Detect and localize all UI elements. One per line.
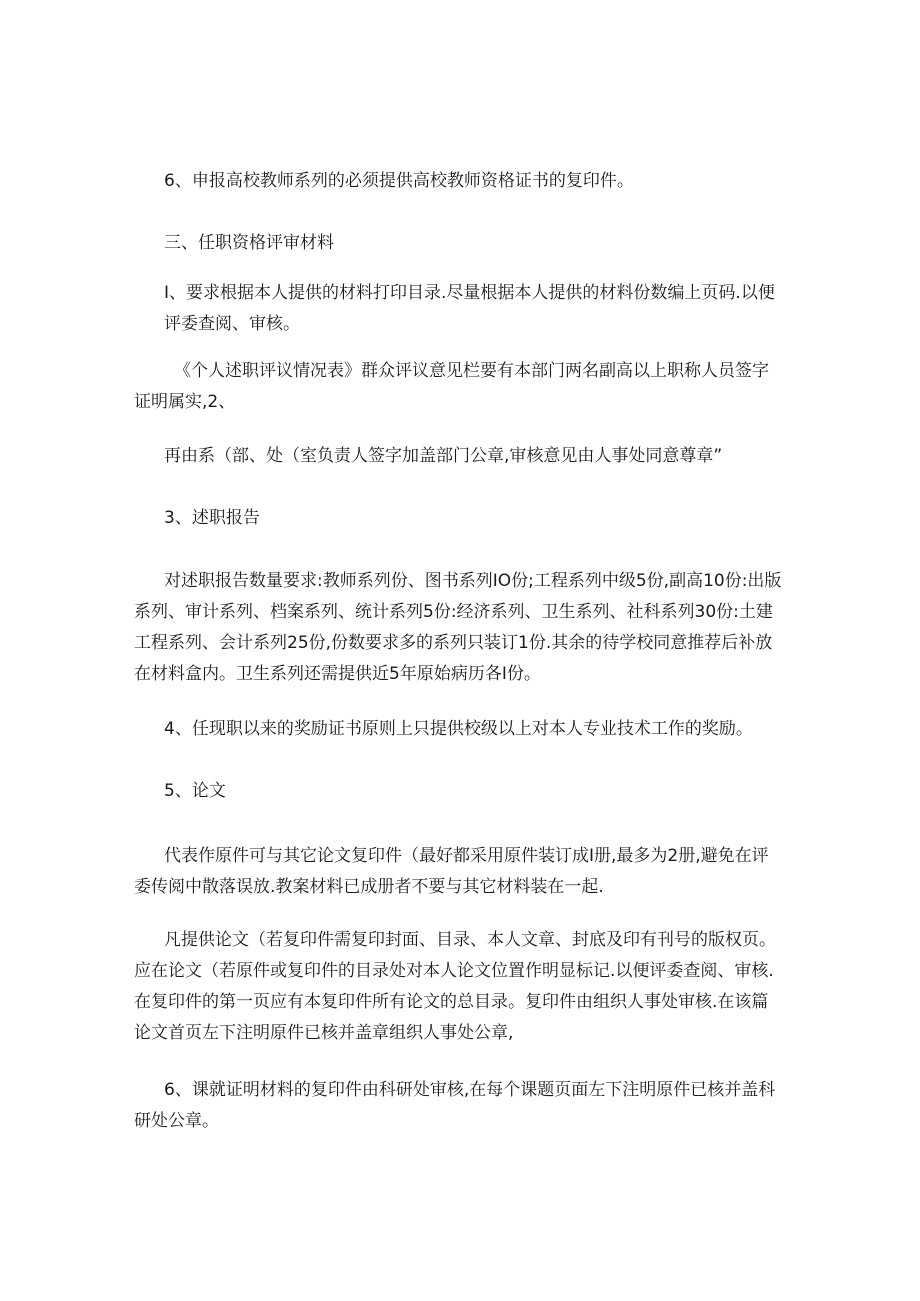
paragraph-item-6-research: 6、课就证明材料的复印件由科研处审核,在每个课题页面左下注明原件已核并盖科研处公章。 — [134, 1080, 776, 1131]
paragraph-item-3-report: 3、述职报告 — [164, 508, 260, 528]
paragraph-report-quantity: 对述职报告数量要求:教师系列份、图书系列IO份;工程系列中级5份,副高10份:出版系列、审计系列、档案系列、统计系列5份:经济系列、卫生系列、社科系列30份:土建工程系列、会计系列25份,份数要求多的系列只装订1份.其余的待学校同意推荐后补放在材料盒内。卫生系列还需提供近5年原始病历各I份。 — [134, 571, 782, 684]
paragraph-representative-works: 代表作原件可与其它论文复印件（最好都采用原件装订成I册,最多为2册,避免在评委传阅中散落误放.教案材料已成册者不要与其它材料装在一起. — [134, 846, 769, 897]
paragraph-department-seal: 再由系（部、处（室负责人签字加盖部门公章,审核意见由人事处同意尊章” — [164, 446, 723, 466]
paragraph-evaluation-form: 《个人述职评议情况表》群众评议意见栏要有本部门两名副高以上职称人员签字证明属实,2、 — [134, 361, 769, 412]
paragraph-item-5-papers: 5、论文 — [164, 781, 226, 801]
section-heading-3: 三、任职资格评审材料 — [164, 233, 334, 253]
paragraph-item-4-awards: 4、任现职以来的奖励证书原则上只提供校级以上对本人专业技术工作的奖励。 — [164, 719, 753, 739]
paragraph-item-1-catalog: I、要求根据本人提供的材料打印目录.尽量根据本人提供的材料份数编上页码.以便评委查阅、审核。 — [164, 283, 775, 334]
paragraph-paper-copies: 凡提供论文（若复印件需复印封面、目录、本人文章、封底及印有刊号的版权页。应在论文（若原件或复印件的目录处对本人论文位置作明显标记.以便评委查阅、审核.在复印件的第一页应有本复印件所有论文的总目录。复印件由组织人事处审核.在该篇论文首页左下注明原件已核并盖章组织人事处公章, — [134, 930, 776, 1043]
paragraph-item-6-certificate: 6、申报高校教师系列的必须提供高校教师资格证书的复印件。 — [164, 171, 634, 191]
